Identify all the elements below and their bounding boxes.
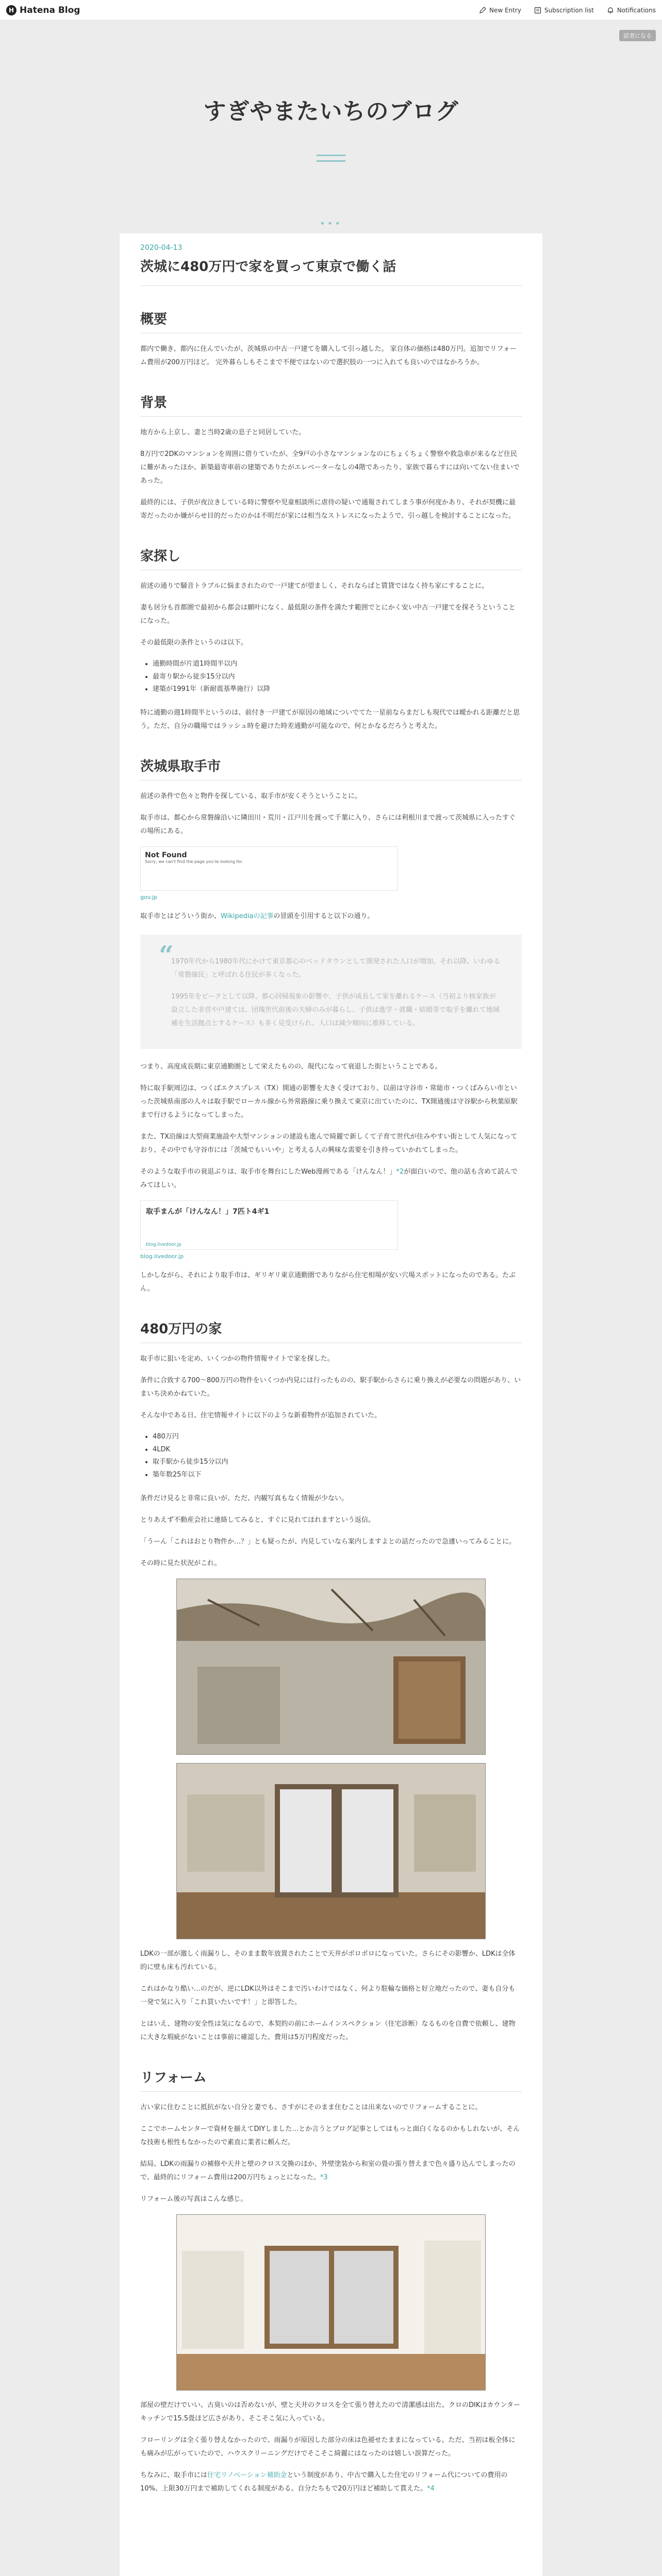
subscribe-button[interactable]: 読者になる [619, 30, 656, 41]
paragraph: とりあえず不動産会社に連絡してみると、すぐに見れてほれますという返信。 [140, 1516, 375, 1524]
paragraph [140, 1165, 522, 1192]
post-date[interactable]: 2020-04-13 [140, 244, 183, 252]
paragraph: その最低限の条件というのは以下。 [140, 639, 248, 647]
embed-site-link[interactable]: gov.jp [140, 894, 157, 901]
quote-icon: “ [159, 940, 174, 971]
paragraph: 都内で働き、都内に住んでいたが、茨城県の中古一戸建てを購入して引っ越した。 家自体の価格は480万円。追加でリフォーム費用が200万円ほど。 完外暮らしもそこまで不便ではないので選択肢の一つに入れても良いのではなかろうか。 [140, 345, 517, 366]
entry-card [120, 233, 542, 2576]
list-item: • 最寄り駅から徒歩15分以内 [153, 671, 522, 684]
title-divider [317, 155, 345, 156]
specs-list [153, 1431, 522, 1482]
pencil-icon [478, 6, 487, 14]
living-room-before-photo [176, 1763, 486, 1939]
embed-site-link[interactable]: blog.livedoor.jp [140, 1253, 184, 1260]
notifications-button[interactable] [606, 6, 656, 14]
living-room-after-photo [176, 2214, 486, 2391]
paragraph [140, 2469, 522, 2496]
blog-header [0, 21, 662, 182]
paragraph: 条件に合致する700〜800万円の物件をいくつか内見には行ったものの、駅手駅からさらに乗り換えが必要なの問題があり、いまいち決めかねていた。 [140, 1377, 521, 1398]
conditions-list [153, 658, 522, 696]
paragraph: 最終的には、子供が夜泣きしている時に警察や児童相談所に虐待の疑いで通報されてしまう事が何度かあり、それが契機に最寄だったのか嫌がらせ目的だったのかは不明だが家には相当なストレスになったようで、引っ越しを検討することになった。 [140, 499, 516, 520]
blog-title[interactable]: すぎやまたいちのブログ [203, 98, 459, 125]
list-item: • 480万円 [153, 1431, 522, 1444]
text: という制度があり、中古で購入した住宅のリフォーム代についての費用の10%、上限30万円まで補助してくれる制度がある。自分たちもで20万円ほど補助して貰えた。 [140, 2471, 508, 2493]
paragraph: また、TX沿線は大型商業施設や大型マンションの建設も進んで綺麗で新しくて子育て世代が住みやすい街として人気になっており、その中でも守谷市には「茨城でもいいや」と考える人の興味な需要を引き持っていかれてしまった。 [140, 1133, 518, 1155]
embed-meta: blog.livedoor.jp [146, 1242, 181, 1248]
bell-icon [606, 6, 615, 14]
paragraph: 地方から上京し、妻と当時2歳の息子と同居していた。 [140, 429, 306, 436]
text: 取手市とはどういう街か、 [140, 912, 221, 921]
list-item: • 建築が1991年（新耐震基準施行）以降 [153, 683, 522, 696]
subscription-list-label: Subscription list [544, 6, 594, 14]
hatena-logo-icon: H [6, 5, 16, 15]
footnote-link[interactable]: *4 [426, 2484, 435, 2493]
section-heading-house-hunting: 家探し [140, 546, 522, 570]
embed-title: 取手まんが「けんなん！」7匹ト4ギ1 [146, 1208, 270, 1216]
paragraph: リフォーム後の写真はこんな感じ。 [140, 2195, 247, 2203]
title-divider [317, 160, 345, 162]
paragraph: 条件だけ見ると非常に良いが、ただ、内観写真もなく情報が少ない。 [140, 1494, 349, 1502]
text: の冒頭を引用すると以下の通り。 [273, 912, 374, 921]
logo-text: Hatena Blog [20, 5, 80, 15]
section-heading-house: 480万円の家 [140, 1318, 522, 1343]
paragraph: 前述の条件で色々と物件を探している、取手市が安くそうということに。 [140, 792, 362, 801]
embed-title: Not Found [145, 851, 187, 860]
section-heading-toride: 茨城県取手市 [140, 756, 522, 781]
hatena-logo[interactable] [6, 5, 80, 15]
list-item: • 通勤時間が片道1時間半以内 [153, 658, 522, 671]
paragraph: つまり、高度成長期に東京通勤圏として栄えたものの、現代になって衰退した街ということである。 [140, 1063, 442, 1071]
subsidy-link[interactable]: 住宅リノベーション補助金 [207, 2471, 287, 2479]
quote-paragraph: 1995年をピークとして以降、都心回帰現象の影響や、子供が成長して家を離れるケース（当初より核家族が設立した非営や戸建ては、団塊世代前後の夫婦のみが暮らし、子供は進学・就職・結婚等で取手を離れて地域補を生活拠点とするケース）も多く見受けられ、人口は減少傾向に推移している。 [171, 993, 500, 1028]
paragraph [140, 2158, 522, 2184]
paragraph: 「うーん「これはおとり物件か…？」とも疑ったが、内見していなら案内しますよとの話だったので急遽いってみることに。 [140, 1537, 516, 1546]
paragraph: フローリングは全く張り替えなかったので、雨漏りが原因した部分の床は色褪せたままになっている。ただ、当初は板全体にも痛みが広がっていたので、ハウスクリーニングだけでそこそこ綺麗にはなったのは嬉しい誤算だった。 [140, 2436, 516, 2458]
paragraph: これはかなり酷い…のだが、逆にLDK以外はそこまで汚いわけではなく、何より駐輪な価格と好立地だったので、妻も自分も一発で気に入り「これ買いたいです！」と即答した。 [140, 1985, 516, 2006]
list-item: • 築年数25年以下 [153, 1469, 522, 1482]
paragraph: しかしながら、それにより取手市は、ギリギリ東京通勤圏でありながら住宅相場が安い穴場スポットになったのである。たぶん。 [140, 1272, 516, 1293]
ceiling-damage-photo [176, 1579, 486, 1755]
new-entry-label: New Entry [489, 6, 521, 14]
text: そのような取手市の衰退ぶりは、取手市を舞台にしたWeb漫画である「けんなん！」 [140, 1168, 396, 1176]
section-heading-overview: 概要 [140, 309, 522, 333]
paragraph: LDKの一部が激しく雨漏りし、そのまま数年放置されたことで天井がボロボロになっていた。さらにその影響か、LDKは全体的に壁も床も汚れている。 [140, 1950, 516, 1971]
text: 結局、LDKの雨漏りの補修や天井と壁のクロス交換のほか、外壁塗装から和室の畳の張り替えまで色々盛り込んでしまったので、最終的にリフォーム費用は200万円ちょっとになった。 [140, 2160, 516, 2181]
list-icon [534, 6, 542, 14]
embedded-link-card[interactable] [140, 846, 398, 891]
subscription-list-button[interactable] [534, 6, 594, 14]
paragraph: 特に通勤の週1時間半というのは、前付き一戸建てが原因の地域についでてた一星前ならまだしも現代では曖かれる距離だと思う。ただ、自分の職場ではラッシュ時を避けた時差通勤が可能なので、何とかなるだろうと考えた。 [140, 709, 520, 731]
text: が面白いので、他の話も含めて読んでみてほしい。 [140, 1168, 518, 1190]
section-heading-reform: リフォーム [140, 2067, 522, 2092]
embedded-blog-card[interactable] [140, 1200, 398, 1250]
embed-subtitle: Sorry, we can't find the page you're looking for. [145, 859, 243, 865]
paragraph: 妻も居分も首都圏で最初から都会は願叶になく、最低限の条件を満たす範囲でとにかく安い中古一戸建てを探そうということになった。 [140, 604, 516, 625]
paragraph: 取手市に狙いを定め、いくつかの物件情報サイトで家を探した。 [140, 1355, 334, 1363]
paragraph: 特に取手駅周辺は、つくばエクスプレス（TX）開通の影響を大きく受けており、以前は守谷市・常総市・つくばみらい市といった茨城県南部の人々は取手駅でローカル線から外常路線に乗り換えて東京に出ていたのに、TX開通後は守谷駅から秋葉原駅まで行けるようになってしまった。 [140, 1084, 518, 1120]
paragraph: 部屋の壁だけでいい、古臭いのは否めないが、壁と天井のクロスを全て張り替えたので清潔感は出た。クロのDIKはカウンターキッチンで15.5畳ほど広さがあり、そこそこ気に入っている。 [140, 2401, 520, 2422]
notifications-label: Notifications [617, 6, 656, 14]
list-item: • 4LDK [153, 1444, 522, 1456]
ellipsis-divider: ••• [320, 218, 342, 229]
blockquote [140, 935, 522, 1049]
quote-paragraph: 1970年代から1980年代にかけて東京都心のベッドタウンとして開発された人口が増加。それ以降、いわゆる「常磐線民」と呼ばれる住民が多くなった。 [171, 958, 501, 979]
top-bar [0, 0, 662, 21]
paragraph: 古い家に住むことに抵抗がない自分と妻でも、さすがにそのまま住むことは出来ないのでリフォームすることに。 [140, 2103, 482, 2111]
paragraph: 8万円で2DKのマンションを周囲に借りていたが、全9戸の小さなマンションなのにちょくちょく警察や救急車が来るなど住民に難があったほか、新築最寄車前の建築でありたがエレベーターなしの4階であったり、家族で暮らすには向いてない住まいであった。 [140, 450, 520, 485]
wikipedia-link[interactable]: Wikipediaの記事 [221, 912, 274, 921]
post-title[interactable]: 茨城に480万円で家を買って東京で働く話 [140, 256, 522, 286]
paragraph: そんな中である日、住宅情報サイトに以下のような新着物件が追加されていた。 [140, 1412, 382, 1420]
list-item: • 取手駅から徒歩15分以内 [153, 1456, 522, 1469]
paragraph: 取手市は、都心から常磐線沿いに隣田川・荒川・江戸川を渡って千葉に入り、さらには利根川まで渡って茨城県に入ったすぐの場所にある。 [140, 814, 516, 836]
new-entry-button[interactable] [478, 6, 521, 14]
section-heading-background: 背景 [140, 392, 522, 417]
footnote-link[interactable]: *2 [396, 1168, 404, 1176]
paragraph: 前述の通りで騒音トラブルに悩まされたので一戸建てが望ましく、それならばと賃貸ではなく持ち家にすることに。 [140, 582, 489, 590]
footnote-link[interactable]: *3 [320, 2173, 328, 2181]
paragraph: その時に見た状況がこれ。 [140, 1559, 221, 1567]
text: ちなみに、取手市には [140, 2471, 208, 2479]
paragraph: とはいえ、建物の安全性は気になるので、本契約の前にホームインスペクション（住宅診断）なるものを自費で依頼し、建物に大きな瑕疵がないことは事前に確認した。費用は5万円程度だった。 [140, 2020, 516, 2041]
paragraph [140, 910, 522, 923]
paragraph: ここでホームセンターで資材を揃えてDIYしました…とか言うとブログ記事としてはもっと面白くなるのかもしれないが、そんな技術も根性もなかったので素直に業者に頼んだ。 [140, 2125, 520, 2146]
